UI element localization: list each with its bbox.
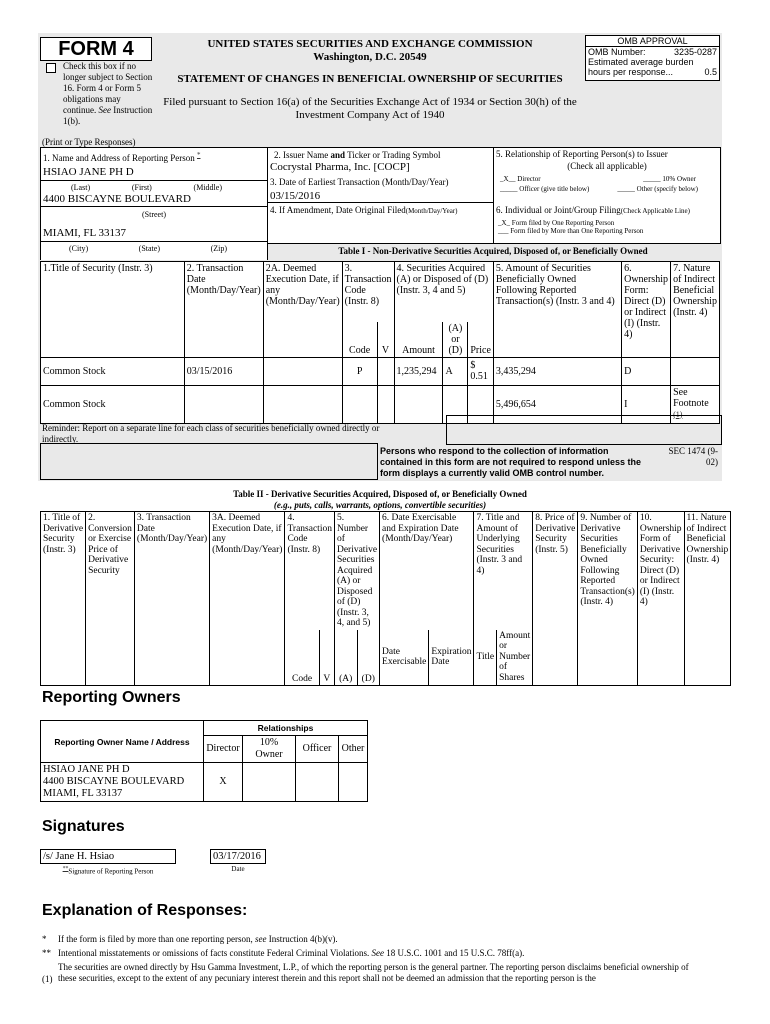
t1-h-code: 3. Transaction Code (Instr. 8) xyxy=(342,262,394,322)
box5-other: _____ Other (specify below) xyxy=(617,185,698,193)
omb-hours-label: hours per response... xyxy=(588,67,674,77)
street-label: (Street) xyxy=(41,206,267,220)
zip-label: (Zip) xyxy=(210,244,227,253)
t2-h-title-sub: Title xyxy=(474,630,497,686)
t1-r1-nature xyxy=(671,357,720,385)
ro-h-officer: Officer xyxy=(296,736,339,763)
reminder-box xyxy=(40,443,378,480)
t2-h-exp: Expiration Date xyxy=(429,630,474,686)
box3-label: 3. Date of Earliest Transaction (Month/Day/Year) xyxy=(270,177,449,187)
table-row xyxy=(41,357,720,385)
box6-label: 6. Individual or Joint/Group Filing xyxy=(496,205,621,215)
box6-filing xyxy=(493,203,721,244)
explanation-fn1-text: The securities are owned directly by Hsu Gamma Investment, L.P., of which the reporting person is the general partner. The reporting person disclaims beneficial ownership of these securities, except to the extent of any pecuniary interest therein and this report shall not be deemed an admission that the reporting person is the xyxy=(58,962,689,983)
omb-title: OMB APPROVAL xyxy=(586,36,719,47)
omb-hours: 0.5 xyxy=(704,67,717,77)
t2-h-price: 8. Price of Derivative Security (Instr. 5) xyxy=(533,512,578,686)
t1-r2-deemed xyxy=(263,385,342,423)
print-type: (Print or Type Responses) xyxy=(42,137,136,147)
t1-r2-form: I xyxy=(622,385,671,423)
t1-r2-amount xyxy=(394,385,443,423)
statement-title: STATEMENT OF CHANGES IN BENEFICIAL OWNERSHIP OF SECURITIES xyxy=(177,73,563,85)
star-text-a: If the form is filed by more than one reporting person, xyxy=(58,934,253,944)
t2-h-nature: 11. Nature of Indirect Beneficial Ownership (Instr. 4) xyxy=(684,512,731,686)
signature-date: 03/17/2016 xyxy=(211,850,266,864)
box2-label-suffix: Ticker or Trading Symbol xyxy=(347,150,441,160)
table2-derivative xyxy=(40,511,731,686)
ro-other-cell xyxy=(339,763,368,802)
box5-director: _X__ Director xyxy=(500,175,541,183)
dstar-mark: ** xyxy=(42,948,51,958)
sec-code: SEC 1474 (9-02) xyxy=(668,446,718,467)
t1-r1-v xyxy=(377,357,394,385)
box6-more: ___ Form filed by More than One Reporting Person xyxy=(498,227,644,235)
agency-name: UNITED STATES SECURITIES AND EXCHANGE COMMISSION xyxy=(207,38,533,50)
box3-date xyxy=(267,175,494,203)
t1-r1-form: D xyxy=(622,357,671,385)
explanation-fn1-mark: (1) xyxy=(42,974,53,984)
t1-r1-price: $ 0.51 xyxy=(468,357,494,385)
reporting-person-city: MIAMI, FL 33137 xyxy=(43,227,127,239)
checkbox-text: Check this box if no longer subject to Section 16. Form 4 or Form 5 obligations may continue. xyxy=(63,61,153,115)
box2-label-prefix: 2. Issuer Name xyxy=(274,150,329,160)
explanation-dstar xyxy=(42,948,722,959)
dstar-text-b: 18 U.S.C. 1001 and 15 U.S.C. 78ff(a). xyxy=(386,948,525,958)
ro-h-ten: 10% Owner xyxy=(243,736,296,763)
first-label: (First) xyxy=(131,183,152,192)
t1-h-aord: (A) or (D) xyxy=(443,322,468,358)
t1-h-price: Price xyxy=(468,322,494,358)
agency-location: Washington, D.C. 20549 xyxy=(313,51,427,63)
ro-owner-cell xyxy=(41,763,204,802)
box5-officer: _____ Officer (give title below) xyxy=(500,185,590,193)
t1-r1-code: P xyxy=(342,357,377,385)
t1-r2-code xyxy=(342,385,377,423)
box5-label: 5. Relationship of Reporting Person(s) to Issuer xyxy=(496,149,668,159)
box4-amendment xyxy=(267,203,494,244)
filed-pursuant: Filed pursuant to Section 16(a) of the Securities Exchange Act of 1934 or Section 30(h) of the Investment Company Act of 1940 xyxy=(163,96,577,121)
t1-r1-amount: 1,235,294 xyxy=(394,357,443,385)
t1-h-form: 6. Ownership Form: Direct (D) or Indirect (I) (Instr. 4) xyxy=(622,262,671,358)
t2-h-d: (D) xyxy=(357,630,380,686)
t1-r2-date xyxy=(184,385,263,423)
city-label: (City) xyxy=(69,244,89,253)
reporting-person-street: 4400 BISCAYNE BOULEVARD xyxy=(43,193,191,205)
t2-h-deemed: 3A. Deemed Execution Date, if any (Month/Day/Year) xyxy=(210,512,285,686)
ro-h-name: Reporting Owner Name / Address xyxy=(41,721,204,763)
signature-label: Signature of Reporting Person xyxy=(68,867,154,876)
omb-approval-box xyxy=(585,35,720,81)
t1-h-amount: Amount xyxy=(394,322,443,358)
t2-h-v: V xyxy=(319,630,334,686)
dstar-text-a: Intentional misstatements or omissions of facts constitute Federal Criminal Violations. xyxy=(58,948,370,958)
footnote-1-link[interactable]: (1) xyxy=(673,409,683,419)
star-text-b: Instruction 4(b)(v). xyxy=(268,934,338,944)
reporting-owners-table xyxy=(40,720,368,802)
ro-ten-cell xyxy=(243,763,296,802)
t2-h-amount: Amount or Number of Shares xyxy=(497,630,533,686)
omb-number-label: OMB Number: xyxy=(588,47,646,57)
box4-label-small: (Month/Day/Year) xyxy=(405,207,458,215)
t1-h-deemed: 2A. Deemed Execution Date, if any (Month/Day/Year) xyxy=(263,262,342,358)
t2-h-date: 3. Transaction Date (Month/Day/Year) xyxy=(134,512,209,686)
ro-owner-name: HSIAO JANE PH D xyxy=(43,764,130,775)
t1-h-code-sub: Code xyxy=(342,322,377,358)
explanation-star xyxy=(42,934,722,945)
ro-officer-cell xyxy=(296,763,339,802)
explanation-heading: Explanation of Responses: xyxy=(42,902,248,919)
t2-h-number: 5. Number of Derivative Securities Acquired (A) or Disposed of (D) (Instr. 3, 4, and 5) xyxy=(334,512,379,630)
t2-h-code: 4. Transaction Code (Instr. 8) xyxy=(285,512,335,630)
t2-h-date-ex: Date Exercisable xyxy=(380,630,429,686)
box5-sub: (Check all applicable) xyxy=(567,161,647,171)
reporting-person-name: HSIAO JANE PH D xyxy=(43,166,134,178)
state-label: (State) xyxy=(138,244,160,253)
t1-r2-title: Common Stock xyxy=(41,385,185,423)
box5-ten-pct: _____ 10% Owner xyxy=(643,175,696,183)
middle-label: (Middle) xyxy=(193,183,222,192)
signature-label-cell xyxy=(41,864,176,877)
box1-label: 1. Name and Address of Reporting Person xyxy=(43,153,195,163)
t1-r2-owned: 5,496,654 xyxy=(493,385,621,423)
signature-ref: ** xyxy=(62,866,69,872)
box5-relationship xyxy=(493,147,721,204)
t1-r2-nature: See Footnote xyxy=(673,386,709,409)
table1-title: Table I - Non-Derivative Securities Acquired, Disposed of, or Beneficially Owned xyxy=(338,246,648,256)
omb-number: 3235-0287 xyxy=(673,47,717,57)
box6-one: _X_ Form filed by One Reporting Person xyxy=(498,219,615,227)
t1-h-v: V xyxy=(377,322,394,358)
dstar-see: See xyxy=(371,948,384,958)
table-row xyxy=(41,763,368,802)
t2-h-exercisable: 6. Date Exercisable and Expiration Date (Month/Day/Year) xyxy=(380,512,474,630)
star-mark: * xyxy=(42,934,47,944)
t2-h-owned: 9. Number of Derivative Securities Beneficially Owned Following Reported Transaction(s) (Instr. 4) xyxy=(578,512,638,686)
box4-label: 4. If Amendment, Date Original Filed xyxy=(270,205,406,215)
date-label: Date xyxy=(231,865,245,873)
persons-notice: Persons who respond to the collection of information contained in this form are not required to respond unless the form displays a currently valid OMB control number. xyxy=(380,446,642,478)
reporting-owners-heading: Reporting Owners xyxy=(42,689,181,706)
t1-r2-v xyxy=(377,385,394,423)
earliest-transaction-date: 03/15/2016 xyxy=(270,190,321,202)
t1-r1-title: Common Stock xyxy=(41,357,185,385)
checkbox-instructions xyxy=(63,61,153,127)
no-longer-subject-checkbox[interactable] xyxy=(46,63,56,73)
t1-h-nature: 7. Nature of Indirect Beneficial Ownership (Instr. 4) xyxy=(671,262,720,358)
t2-h-underlying: 7. Title and Amount of Underlying Securities (Instr. 3 and 4) xyxy=(474,512,533,630)
table2-subtitle: (e.g., puts, calls, warrants, options, convertible securities) xyxy=(273,500,487,510)
checkbox-see: See xyxy=(98,105,111,115)
ro-owner-street: 4400 BISCAYNE BOULEVARD xyxy=(43,776,185,787)
signature-value: /s/ Jane H. Hsiao xyxy=(41,850,176,864)
issuer-name: Cocrystal Pharma, Inc. [COCP] xyxy=(270,161,410,173)
t1-h-owned: 5. Amount of Securities Beneficially Owned Following Reported Transaction(s) (Instr. 3 and 4) xyxy=(493,262,621,358)
ro-h-director: Director xyxy=(204,736,243,763)
ro-h-relationships: Relationships xyxy=(204,721,368,736)
t1-r1-date: 03/15/2016 xyxy=(184,357,263,385)
t1-h-date: 2. Transaction Date (Month/Day/Year) xyxy=(184,262,263,358)
omb-burden: Estimated average burden xyxy=(588,57,694,67)
signatures-heading: Signatures xyxy=(42,818,125,835)
box2-issuer xyxy=(267,147,494,176)
t1-h-title: 1.Title of Security (Instr. 3) xyxy=(41,262,185,358)
ro-director-mark: X xyxy=(204,763,243,802)
reminder-box-right xyxy=(446,415,722,445)
form-title: FORM 4 xyxy=(40,37,152,61)
t2-h-conv: 2. Conversion or Exercise Price of Derivative Security xyxy=(86,512,135,686)
box2-label-and: and xyxy=(330,150,345,160)
t1-r1-owned: 3,435,294 xyxy=(493,357,621,385)
t2-h-title: 1. Title of Derivative Security (Instr. 3) xyxy=(41,512,86,686)
table1-nonderivative xyxy=(40,261,720,424)
star-see: see xyxy=(254,934,267,944)
t1-r1-deemed xyxy=(263,357,342,385)
reminder: Reminder: Report on a separate line for each class of securities beneficially owned directly or indirectly. xyxy=(42,423,380,444)
t2-h-form: 10. Ownership Form of Derivative Security: Direct (D) or Indirect (I) (Instr. 4) xyxy=(637,512,684,686)
t2-h-a: (A) xyxy=(334,630,357,686)
t2-h-code-sub: Code xyxy=(285,630,319,686)
checkbox-instr: Instruction 1(b). xyxy=(63,105,153,126)
t1-r1-aord: A xyxy=(443,357,468,385)
box6-label-small: (Check Applicable Line) xyxy=(620,207,690,215)
ro-owner-city: MIAMI, FL 33137 xyxy=(43,788,123,799)
ro-h-other: Other xyxy=(339,736,368,763)
box1-reporting-person xyxy=(40,147,268,260)
t1-h-acquired: 4. Securities Acquired (A) or Disposed of (D) (Instr. 3, 4 and 5) xyxy=(394,262,493,322)
box1-ref: * xyxy=(196,151,201,159)
table2-title: Table II - Derivative Securities Acquired, Disposed of, or Beneficially Owned xyxy=(233,489,527,499)
signatures-table xyxy=(40,849,266,876)
last-label: (Last) xyxy=(71,183,91,192)
